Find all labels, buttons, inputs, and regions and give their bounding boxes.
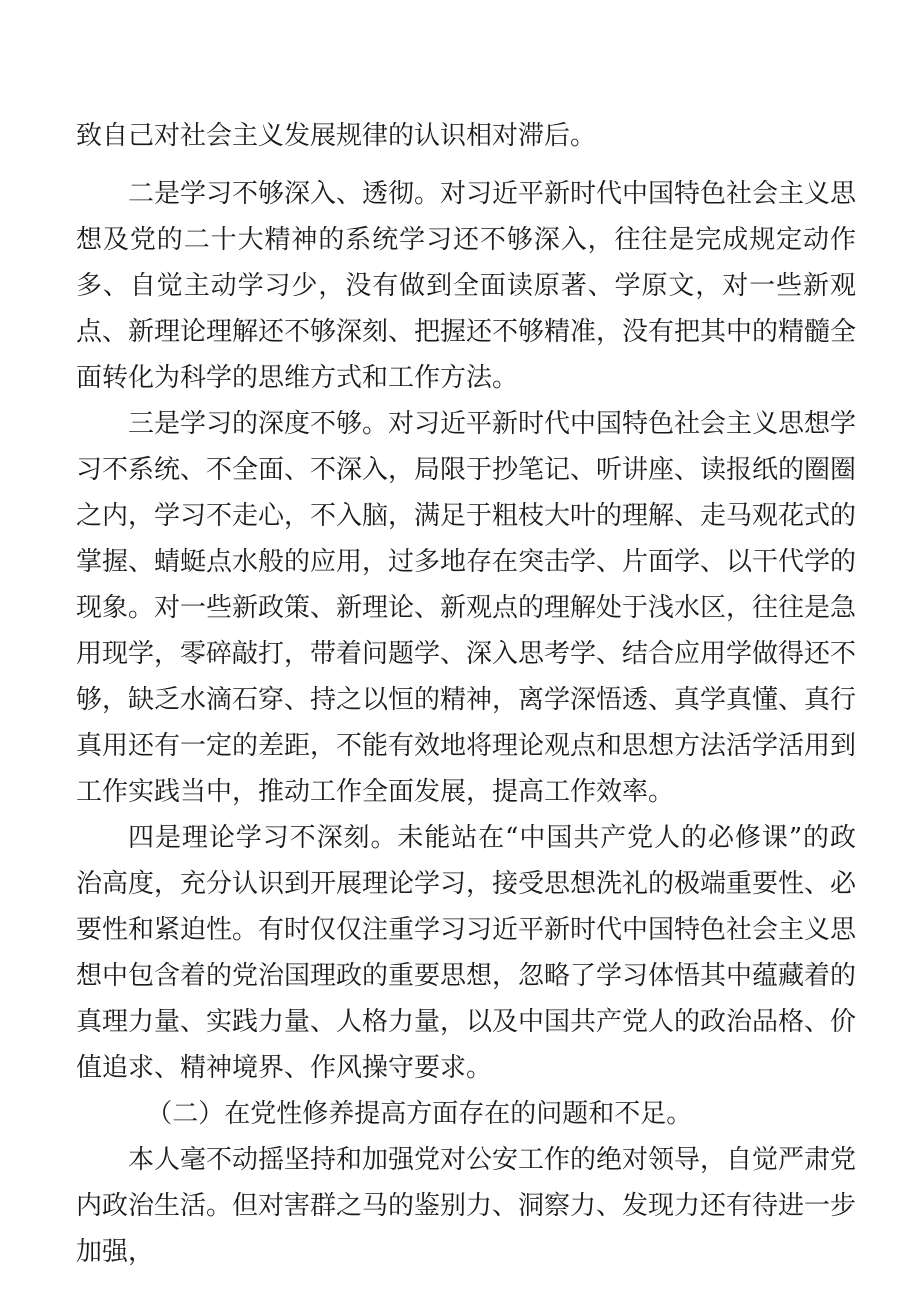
paragraph-continuation: 致自己对社会主义发展规律的认识相对滞后。: [76, 121, 597, 151]
document-body: [76, 113, 856, 1275]
paragraph-point-two: 二是学习不够深入、透彻。对习近平新时代中国特色社会主义思想及党的二十大精神的系统学习还不够深入，往往是完成规定动作多、自觉主动学习少，没有做到全面读原著、学原文，对一些新观点、新理论理解还不够深刻、把握还不够精准，没有把其中的精髓全面转化为科学的思维方式和工作方法。: [76, 179, 857, 393]
paragraph-party-spirit: 本人毫不动摇坚持和加强党对公安工作的绝对领导，自觉严肃党内政治生活。但对害群之马的鉴别力、洞察力、发现力还有待进一步加强，: [76, 1145, 857, 1267]
paragraph-point-three: 三是学习的深度不够。对习近平新时代中国特色社会主义思想学习不系统、不全面、不深入，局限于抄笔记、听讲座、读报纸的圈圈之内，学习不走心，不入脑，满足于粗枝大叶的理解、走马观花式的掌握、蜻蜓点水般的应用，过多地存在突击学、片面学、以干代学的现象。对一些新政策、新理论、新观点的理解处于浅水区，往往是急用现学，零碎敲打，带着问题学、深入思考学、结合应用学做得还不够，缺乏水滴石穿、持之以恒的精神，离学深悟透、真学真懂、真行真用还有一定的差距，不能有效地将理论观点和思想方法活学活用到工作实践当中，推动工作全面发展，提高工作效率。: [76, 409, 857, 807]
section-heading-two: （二）在党性修养提高方面存在的问题和不足。: [146, 1099, 693, 1129]
paragraph-point-four: 四是理论学习不深刻。未能站在“中国共产党人的必修课”的政治高度，充分认识到开展理论学习，接受思想洗礼的极端重要性、必要性和紧迫性。有时仅仅注重学习习近平新时代中国特色社会主义思想中包含着的党治国理政的重要思想，忽略了学习体悟其中蕴藏着的真理力量、实践力量、人格力量，以及中国共产党人的政治品格、价值追求、精神境界、作风操守要求。: [76, 823, 857, 1083]
